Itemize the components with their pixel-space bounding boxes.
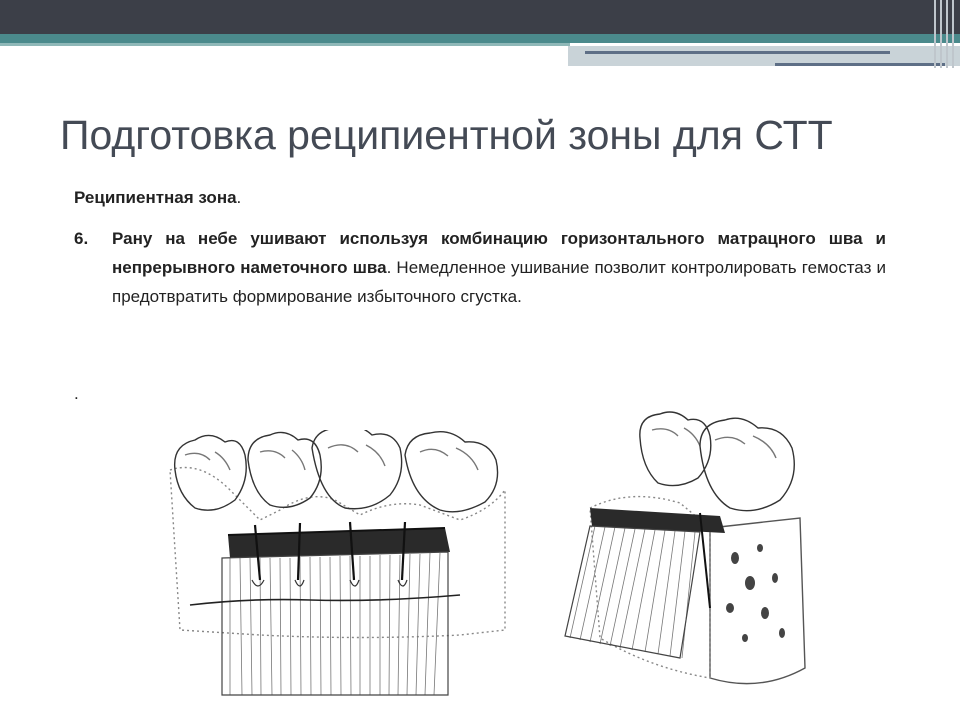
banner-corner-lines [930,0,960,68]
item-bold-text: Рану на небе ушивают используя комбинацию горизонтального матрацного шва и непрерывного наметочного шва [112,229,886,277]
banner-line [775,63,945,66]
banner-line [585,51,890,54]
subtitle-period: . [236,188,242,207]
sutured-palate-illustration [160,430,515,702]
section-subtitle [74,188,241,208]
decorative-banner [0,0,960,80]
page-title: Подготовка реципиентной зоны для СТТ [60,112,833,158]
numbered-item [74,224,886,311]
subtitle-label: Реципиентная зона [74,188,237,207]
banner-teal-strip [0,34,960,43]
item-number: 6. [74,229,89,248]
banner-light-strip [0,43,570,46]
item-normal-text: . Немедленное ушивание позволит контролировать гемостаз и предотвратить формирование избыточного сгустка. [112,258,886,306]
palate-cross-section-illustration [560,408,810,700]
banner-dark-strip [0,0,960,34]
stray-period: . [74,384,79,403]
item-text [112,224,886,311]
